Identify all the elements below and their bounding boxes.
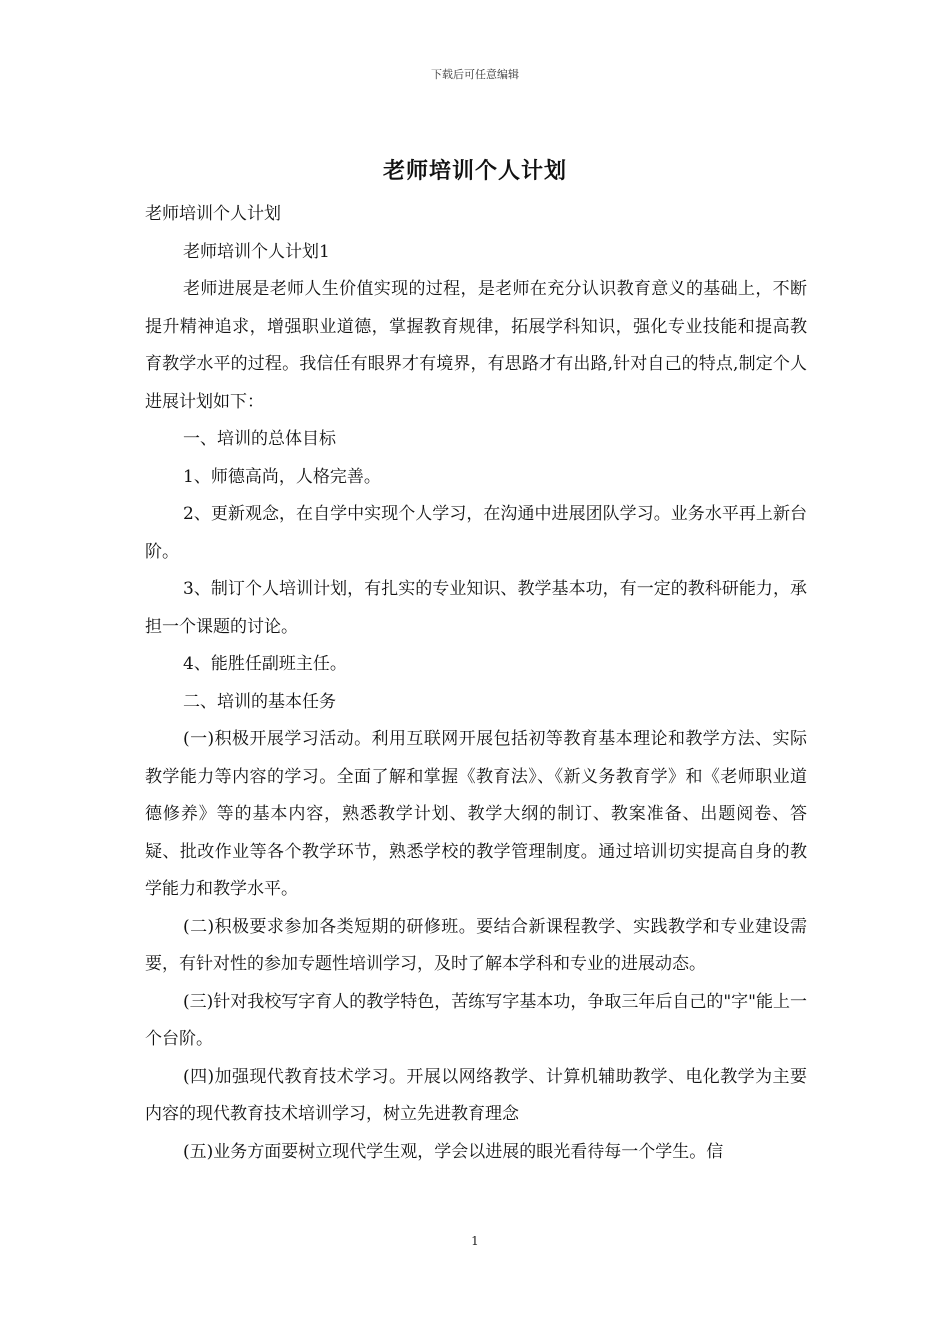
paragraph: 老师培训个人计划 [145, 204, 281, 224]
paragraph: 一、培训的总体目标 [183, 429, 336, 449]
paragraph: 1、师德高尚，人格完善。 [183, 466, 381, 487]
page-number: 1 [471, 1234, 479, 1248]
header-note: 下载后可任意编辑 [431, 68, 519, 81]
document-body [145, 196, 807, 1171]
paragraph: 老师培训个人计划1 [183, 241, 330, 262]
paragraph: 4、能胜任副班主任。 [183, 654, 347, 674]
paragraph: 二、培训的基本任务 [183, 691, 336, 712]
paragraph: (一)积极开展学习活动。利用互联网开展包括初等教育基本理论和教学方法、实际教学能力等内容的学习。全面了解和掌握《教育法》、《新义务教育学》和《老师职业道德修养》等的基本内容，熟悉教学计划、教学大纲的制订、教案准备、出题阅卷、答疑、批改作业等各个教学环节，熟悉学校的教学管理制度。通过培训切实提高自身的教学能力和教学水平。 [145, 729, 807, 899]
paragraph: (二)积极要求参加各类短期的研修班。要结合新课程教学、实践教学和专业建设需要，有针对性的参加专题性培训学习，及时了解本学科和专业的进展动态。 [145, 916, 807, 974]
paragraph: 3、制订个人培训计划，有扎实的专业知识、教学基本功，有一定的教科研能力，承担一个课题的讨论。 [145, 579, 807, 637]
paragraph: (三)针对我校写字育人的教学特色，苦练写字基本功，争取三年后自己的"字"能上一个台阶。 [145, 991, 807, 1049]
paragraph: (五)业务方面要树立现代学生观，学会以进展的眼光看待每一个学生。信 [183, 1141, 724, 1162]
document-title: 老师培训个人计划 [382, 159, 567, 184]
paragraph: 老师进展是老师人生价值实现的过程，是老师在充分认识教育意义的基础上，不断提升精神追求，增强职业道德，掌握教育规律，拓展学科知识，强化专业技能和提高教育教学水平的过程。我信任有眼界才有境界，有思路才有出路,针对自己的特点,制定个人进展计划如下： [145, 279, 807, 412]
paragraph: (四)加强现代教育技术学习。开展以网络教学、计算机辅助教学、电化教学为主要内容的现代教育技术培训学习，树立先进教育理念 [145, 1066, 807, 1124]
paragraph: 2、更新观念，在自学中实现个人学习，在沟通中进展团队学习。业务水平再上新台阶。 [145, 504, 807, 562]
